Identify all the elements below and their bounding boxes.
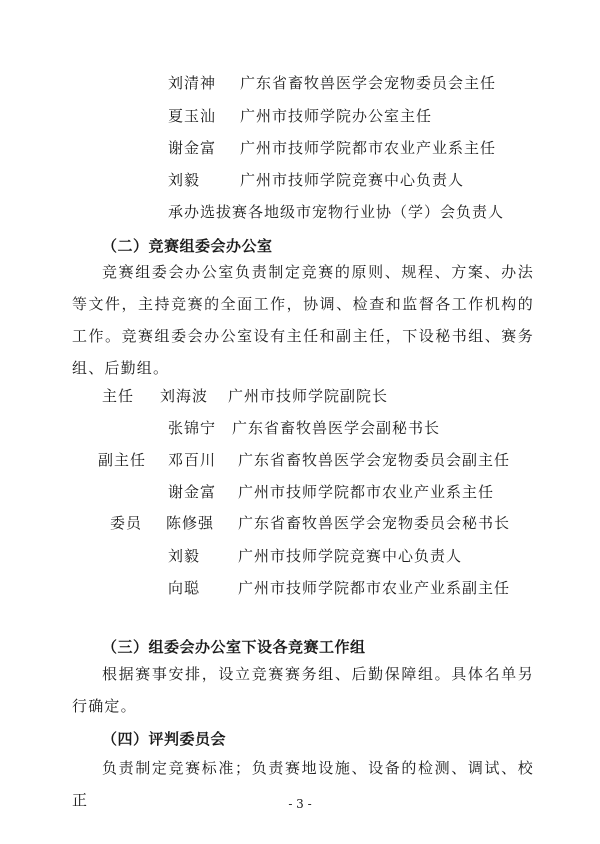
member-name: 向聪 (168, 579, 201, 597)
member-name: 刘清神 (168, 74, 217, 92)
section-heading: （二）竞赛组委会办公室 (102, 237, 273, 255)
member-name: 陈修强 (166, 514, 215, 532)
section-heading: （三）组委会办公室下设各竞赛工作组 (102, 638, 366, 656)
member-name: 谢金富 (168, 139, 217, 157)
role-label: 主任 (102, 387, 135, 405)
member-name: 刘海波 (160, 387, 209, 405)
member-desc: 广东省畜牧兽医学会宠物委员会副主任 (238, 451, 511, 469)
member-name: 谢金富 (168, 483, 217, 501)
member-name: 夏玉汕 (168, 107, 217, 125)
member-name: 张锦宁 (168, 419, 217, 437)
member-desc: 广州市技师学院都市农业产业系主任 (238, 483, 495, 501)
top-list-row (168, 170, 465, 190)
member-desc: 广州市技师学院竞赛中心负责人 (240, 171, 465, 189)
member-desc: 广州市技师学院竞赛中心负责人 (238, 547, 463, 565)
member-name: 刘毅 (168, 547, 201, 565)
role-label: 委员 (110, 514, 143, 532)
top-list-row (168, 138, 497, 158)
top-list-row (168, 106, 433, 126)
member-desc: 广州市技师学院办公室主任 (240, 107, 433, 125)
member-desc: 广东省畜牧兽医学会宠物委员会主任 (240, 74, 497, 92)
top-list-extra: 承办选拔赛各地级市宠物行业协（学）会负责人 (168, 203, 505, 221)
role-label: 副主任 (98, 451, 147, 469)
member-desc: 广东省畜牧兽医学会副秘书长 (232, 419, 441, 437)
section-paragraph: 竞赛组委会办公室负责制定竞赛的原则、规程、方案、办法等文件，主持竞赛的全面工作，协调、检查和监督各工作机构的工作。竞赛组委会办公室设有主任和副主任，下设秘书组、赛务组、后勤组。 (72, 263, 534, 377)
member-desc: 广州市技师学院都市农业产业系主任 (240, 139, 497, 157)
member-desc: 广州市技师学院副院长 (228, 387, 389, 405)
section-paragraph: 根据赛事安排，设立竞赛赛务组、后勤保障组。具体名单另行确定。 (72, 665, 534, 715)
top-list-row (168, 73, 497, 93)
member-name: 刘毅 (168, 171, 201, 189)
member-desc: 广东省畜牧兽医学会宠物委员会秘书长 (238, 514, 511, 532)
member-name: 邓百川 (168, 451, 217, 469)
member-desc: 广州市技师学院都市农业产业系副主任 (238, 579, 511, 597)
page-number: - 3 - (288, 797, 312, 811)
section-paragraph: 负责制定竞赛标准；负责赛地设施、设备的检测、调试、校正 (72, 759, 534, 809)
section-heading: （四）评判委员会 (102, 730, 227, 748)
